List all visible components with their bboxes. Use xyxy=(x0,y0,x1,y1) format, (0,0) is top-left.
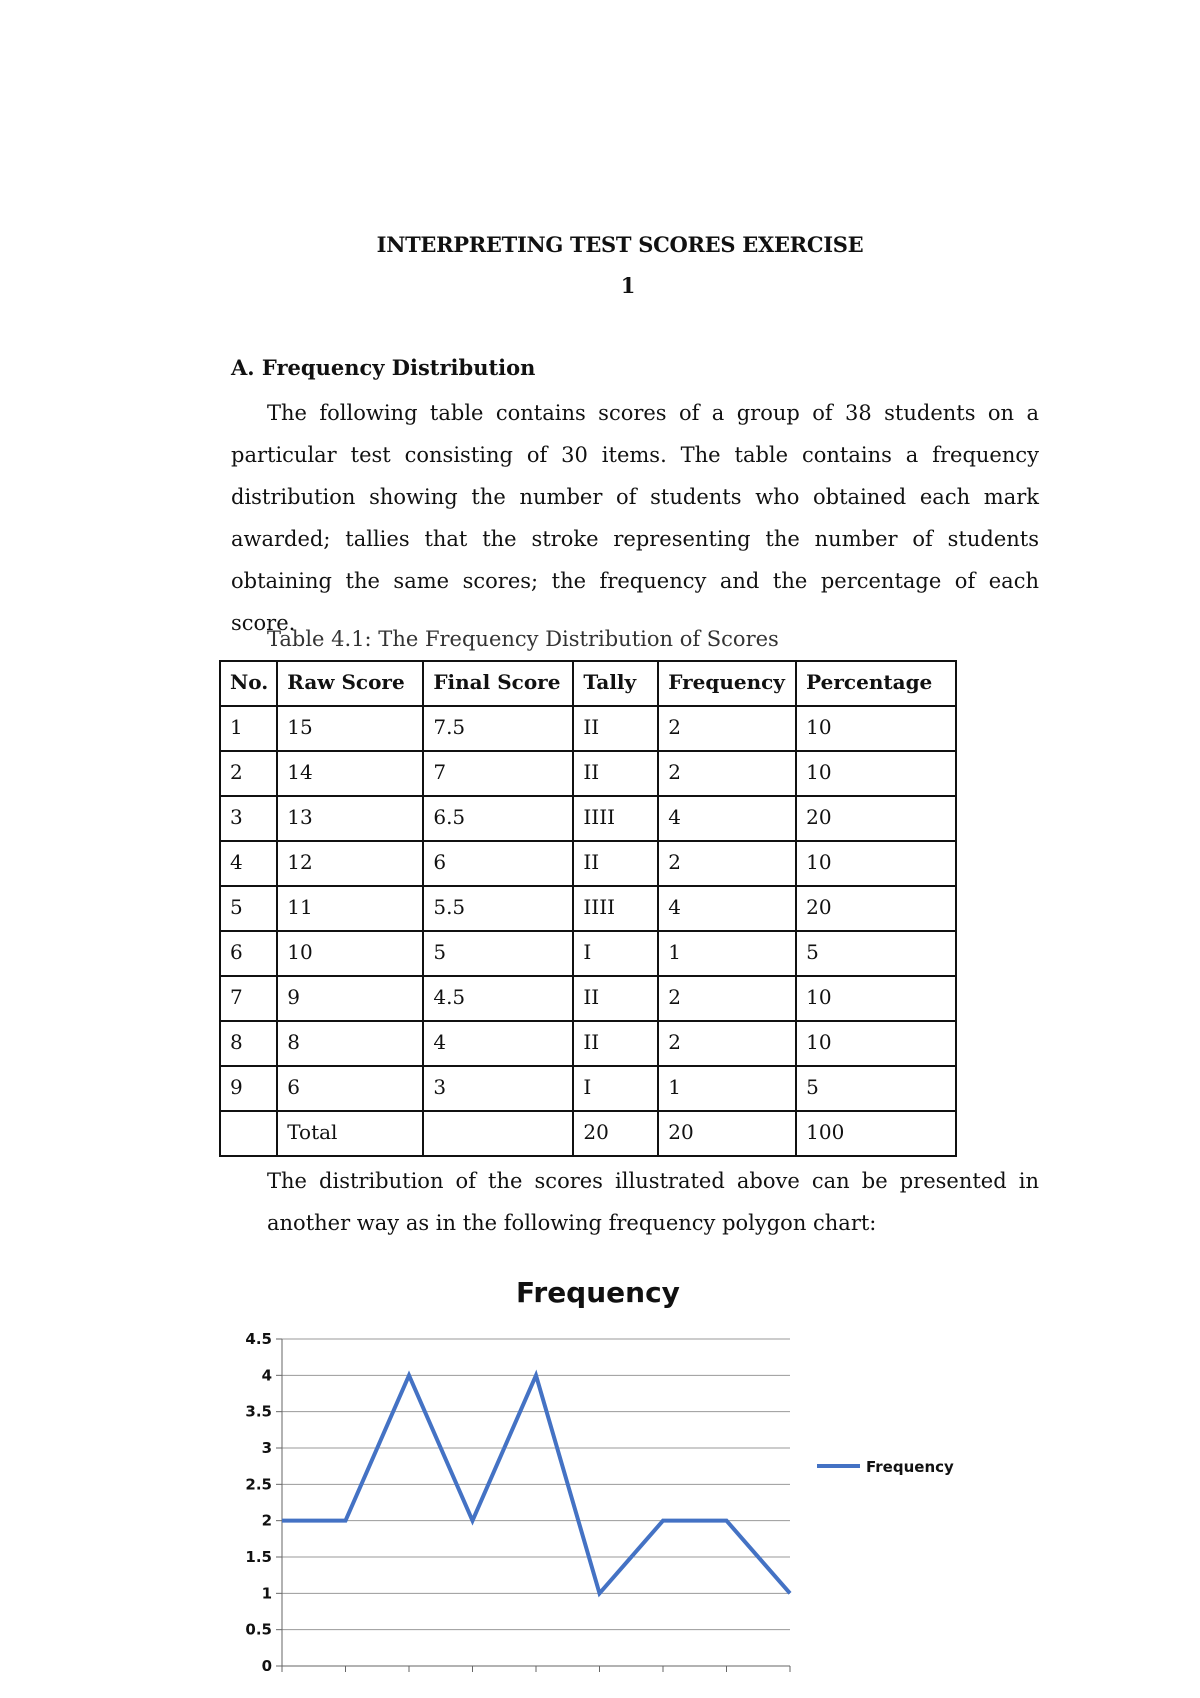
cell-no: 8 xyxy=(220,1021,277,1066)
cell-final-score: 6.5 xyxy=(423,796,573,841)
cell-final-score xyxy=(423,1111,573,1156)
cell-tally: I xyxy=(573,931,658,976)
cell-frequency: 2 xyxy=(658,751,796,796)
cell-raw-score: 9 xyxy=(277,976,423,1021)
frequency-polygon-chart xyxy=(230,1260,990,1680)
cell-no: 5 xyxy=(220,886,277,931)
cell-final-score: 6 xyxy=(423,841,573,886)
cell-frequency: 2 xyxy=(658,1021,796,1066)
cell-percentage: 10 xyxy=(796,706,956,751)
cell-frequency: 2 xyxy=(658,841,796,886)
table-row xyxy=(220,706,956,751)
cell-final-score: 5.5 xyxy=(423,886,573,931)
cell-frequency: 2 xyxy=(658,706,796,751)
cell-tally: 20 xyxy=(573,1111,658,1156)
header-percentage: Percentage xyxy=(796,661,956,706)
cell-no: 9 xyxy=(220,1066,277,1111)
table-row xyxy=(220,1066,956,1111)
y-tick-label: 1 xyxy=(261,1584,272,1603)
cell-percentage: 10 xyxy=(796,976,956,1021)
exercise-number-text: 1 xyxy=(620,273,636,298)
cell-raw-score: 13 xyxy=(277,796,423,841)
cell-final-score: 3 xyxy=(423,1066,573,1111)
cell-percentage: 10 xyxy=(796,841,956,886)
exercise-number xyxy=(0,273,1200,298)
cell-percentage: 5 xyxy=(796,1066,956,1111)
y-tick-label: 1.5 xyxy=(245,1548,272,1566)
cell-raw-score: 12 xyxy=(277,841,423,886)
cell-raw-score: 10 xyxy=(277,931,423,976)
header-raw-score: Raw Score xyxy=(277,661,423,706)
cell-tally: II xyxy=(573,1021,658,1066)
table-row xyxy=(220,976,956,1021)
cell-frequency: 4 xyxy=(658,886,796,931)
table-row xyxy=(220,931,956,976)
y-tick-label: 0 xyxy=(261,1657,272,1675)
legend-label: Frequency xyxy=(866,1458,954,1476)
cell-no xyxy=(220,1111,277,1156)
table-caption: Table 4.1: The Frequency Distribution of Scores xyxy=(267,627,779,651)
table-row xyxy=(220,796,956,841)
cell-percentage: 20 xyxy=(796,886,956,931)
y-tick-label: 4 xyxy=(261,1366,272,1385)
cell-raw-score: Total xyxy=(277,1111,423,1156)
cell-frequency: 20 xyxy=(658,1111,796,1156)
cell-final-score: 7.5 xyxy=(423,706,573,751)
cell-no: 2 xyxy=(220,751,277,796)
cell-final-score: 5 xyxy=(423,931,573,976)
section-heading: A. Frequency Distribution xyxy=(231,355,536,380)
cell-raw-score: 11 xyxy=(277,886,423,931)
cell-percentage: 10 xyxy=(796,1021,956,1066)
page-title: INTERPRETING TEST SCORES EXERCISE xyxy=(376,232,864,257)
cell-raw-score: 14 xyxy=(277,751,423,796)
y-tick-label: 2 xyxy=(261,1511,272,1530)
chart-title: Frequency xyxy=(516,1276,680,1309)
cell-tally: II xyxy=(573,751,658,796)
cell-percentage: 20 xyxy=(796,796,956,841)
table-header-row xyxy=(220,661,956,706)
cell-final-score: 7 xyxy=(423,751,573,796)
cell-frequency: 2 xyxy=(658,976,796,1021)
header-final-score: Final Score xyxy=(423,661,573,706)
cell-final-score: 4 xyxy=(423,1021,573,1066)
y-tick-label: 4.5 xyxy=(245,1330,272,1348)
cell-frequency: 4 xyxy=(658,796,796,841)
header-no: No. xyxy=(220,661,277,706)
cell-percentage: 5 xyxy=(796,931,956,976)
table-total-row xyxy=(220,1111,956,1156)
cell-percentage: 10 xyxy=(796,751,956,796)
cell-no: 7 xyxy=(220,976,277,1021)
table-row xyxy=(220,751,956,796)
cell-tally: II xyxy=(573,841,658,886)
header-frequency: Frequency xyxy=(658,661,796,706)
cell-no: 1 xyxy=(220,706,277,751)
cell-raw-score: 6 xyxy=(277,1066,423,1111)
cell-no: 6 xyxy=(220,931,277,976)
frequency-table xyxy=(219,660,957,1157)
y-tick-label: 3.5 xyxy=(245,1402,272,1421)
y-tick-label: 2.5 xyxy=(245,1475,272,1494)
cell-no: 4 xyxy=(220,841,277,886)
cell-tally: II xyxy=(573,706,658,751)
cell-tally: IIII xyxy=(573,886,658,931)
table-row xyxy=(220,886,956,931)
y-tick-label: 3 xyxy=(261,1439,272,1457)
cell-raw-score: 15 xyxy=(277,706,423,751)
cell-frequency: 1 xyxy=(658,1066,796,1111)
cell-percentage: 100 xyxy=(796,1111,956,1156)
cell-final-score: 4.5 xyxy=(423,976,573,1021)
cell-tally: II xyxy=(573,976,658,1021)
y-tick-label: 0.5 xyxy=(245,1620,272,1639)
table-row xyxy=(220,1021,956,1066)
cell-tally: I xyxy=(573,1066,658,1111)
cell-frequency: 1 xyxy=(658,931,796,976)
table-row xyxy=(220,841,956,886)
cell-raw-score: 8 xyxy=(277,1021,423,1066)
header-tally: Tally xyxy=(573,661,658,706)
intro-paragraph: The following table contains scores of a group of 38 students on a particular test consisting of 30 items. The table contains a frequency distribution showing the number of students who obtained each mark awarded; tallies that the stroke representing the number of students obtaining the same scores; the frequency and the percentage of each score. xyxy=(231,401,1039,635)
cell-no: 3 xyxy=(220,796,277,841)
cell-tally: IIII xyxy=(573,796,658,841)
after-table-paragraph: The distribution of the scores illustrated above can be presented in another way as in the following frequency polygon chart: xyxy=(267,1169,1039,1235)
